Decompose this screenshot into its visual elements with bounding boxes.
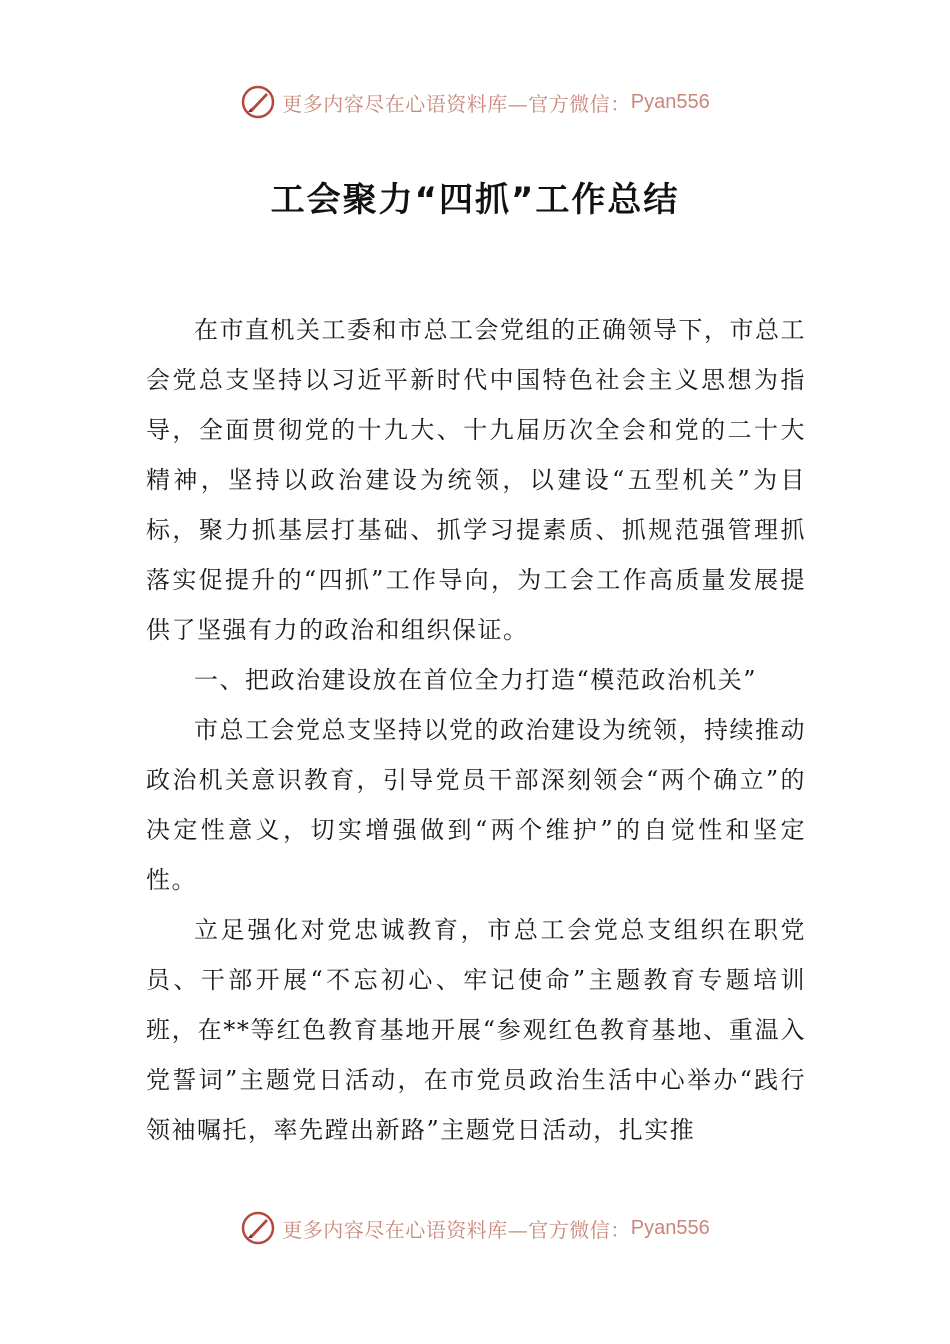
section-heading-1: 一、把政治建设放在首位全力打造“模范政治机关” bbox=[194, 666, 758, 694]
footer-banner bbox=[0, 1208, 950, 1248]
wechat-id: Pyan556 bbox=[630, 1216, 710, 1239]
paragraph-section-1: 市总工会党总支坚持以党的政治建设为统领，持续推动政治机关意识教育，引导党员干部深刻领会“两个确立”的决定性意义，切实增强做到“两个维护”的自觉性和坚定性。 bbox=[146, 716, 806, 894]
header-banner bbox=[0, 82, 950, 122]
banner-text: 更多内容尽在心语资料库—官方微信： bbox=[282, 91, 631, 116]
quill-pen-logo-icon bbox=[240, 1210, 276, 1246]
banner-text: 更多内容尽在心语资料库—官方微信： bbox=[282, 1217, 631, 1242]
paragraph-loyalty-education: 立足强化对党忠诚教育，市总工会党总支组织在职党员、干部开展“不忘初心、牢记使命”主题教育专题培训班，在**等红色教育基地开展“参观红色教育基地、重温入党誓词”主题党日活动，在市党员政治生活中心举办“践行领袖嘱托，率先蹚出新路”主题党日活动，扎实推 bbox=[146, 916, 806, 1144]
quill-pen-logo-icon bbox=[240, 84, 276, 120]
wechat-id: Pyan556 bbox=[630, 90, 710, 113]
document-body bbox=[146, 305, 806, 1155]
document-title: 工会聚力“四抓”工作总结 bbox=[270, 180, 680, 220]
paragraph-intro: 在市直机关工委和市总工会党组的正确领导下，市总工会党总支坚持以习近平新时代中国特色社会主义思想为指导，全面贯彻党的十九大、十九届历次全会和党的二十大精神，坚持以政治建设为统领，以建设“五型机关”为目标，聚力抓基层打基础、抓学习提素质、抓规范强管理抓落实促提升的“四抓”工作导向，为工会工作高质量发展提供了坚强有力的政治和组织保证。 bbox=[146, 316, 806, 644]
